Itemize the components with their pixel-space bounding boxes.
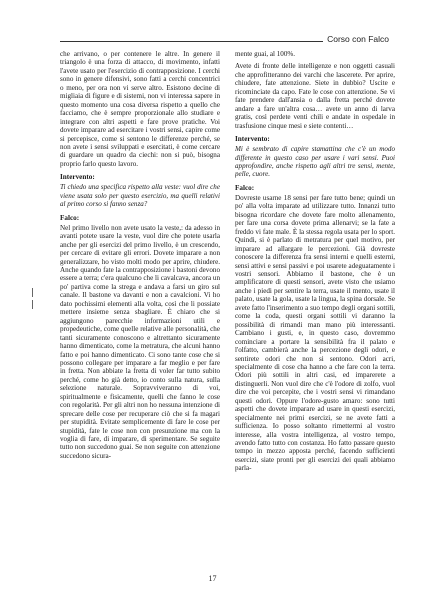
speaker-heading: Intervento: [235,135,270,144]
margin-mark [32,300,36,309]
text-columns [60,50,395,570]
body-paragraph: che arrivano, o per contenere le altre. In genere il triangolo è una forza di attacco, di movimento, infatti l'avete usato per l'esercizio di contrapposizione. I cerchi sono in genere difensivi, sono fatti a cerchi concentrici o meno, per ora non vi serve altro. Esistono decine di migliaia di figure e di sistemi, non vi interessa sapere in questo momento una cosa diversa rispetto a quello che facciamo, che è sempre proporzionale allo studiare e integrare con altri aspetti e fare prove pratiche. Voi dovete imparare ad esercitare i vostri sensi, capire come si percepisce, come si sentono le differenze perché, se non avete i sensi sviluppati e esercitati, è come cercare di guardare un quadro da ciechi: non si può, bisogna proprio farlo questo lavoro. [60,50,220,168]
left-column [60,50,220,570]
running-header [60,28,389,44]
question-paragraph: Ti chiedo una specifica rispetto alla veste: vuol dire che viene usata solo per questo esercizio, ma quelli relativi al primo corso si fanno senza? [60,183,220,209]
margin-mark [32,288,36,297]
right-column [235,50,395,570]
header-rule [60,41,325,42]
body-paragraph: Avete di fronte delle intelligenze e non oggetti casuali che approfitteranno dei varchi che lascerete. Per aprire, chiudere, fate attenzione. Siete in dubbio? Uscite e ricominciate da capo. Fate le cose con attenzione. Se vi fate prendere dall'ansia o dalla fretta perché dovete andare a fare un'altra cosa… avete un anno di larva gratis, così perdete venti chili e andate in ospedale in trasfusione cinque mesi e siete contenti… [235,62,395,130]
question-paragraph: Mi è sembrato di capire stamattina che c'è un modo differente in questo caso per usare i vari sensi. Puoi approfondire, anche rispetto agli altri tre sensi, mente, pelle, cuore. [235,145,395,179]
body-paragraph: Nel primo livello non avete usato la veste,: da adesso in avanti potete usare la veste, vuol dire che potete usarla anche per gli esercizi del primo livello, è un crescendo, per cercare di evitare gli errori. Dovete imparare a non generalizzare, ho visto molti modo per aprire, chiudere. Anche quando fate la contrapposizione i bastoni devono essere a terra; c'era qualcuno che li cavalcava, ancora un po' partiva come la strega e andava a farsi un giro sul canale. Il bastone va davanti e non a cavalcioni. Vi ho dato pochissimi elementi alla volta, così che li possiate mettere insieme senza sbagliare. È chiaro che si aggiungono parecchie informazioni utili e propedeutiche, come quelle relative alle personalità, che tanti sicuramente conoscono e altrettanto sicuramente hanno dimenticato, come la metratura, che alcuni hanno fatto e poi hanno dimenticato. Ci sono tante cose che si possono collegare per imparare a far meglio e per fare in fretta. Non abbiate la fretta di voler far tutto subito perché, come ho già detto, io conto sulla natura, sulla selezione naturale. Sopravviveranno di voi, spiritualmente e fisicamente, quelli che fanno le cose con regolarità. Per gli altri non ho nessuna intenzione di sprecare delle cose per recuperare ciò che si fa magari per stupidità. Evitate semplicemente di fare le cose per stupidità, fate le cose non con presunzione ma con la voglia di fare, di imparare, di sperimentare. Se seguite tutto non succedono guai. Se non seguite con attenzione succedono sicura- [60,223,220,460]
header-title: Corso con Falco [323,34,389,44]
speaker-heading: Falco: [60,213,80,222]
speaker-heading: Intervento: [60,173,95,182]
body-paragraph: mente guai, al 100%. [235,50,296,58]
body-paragraph: Dovreste usarne 18 sensi per fare tutto bene; quindi un po' alla volta imparate ad utilizzare tutto. Innanzi tutto bisogna ricordare che dovete fare molto allenamento, per fare una corsa dovete prima allenarvi; se la fate a freddo vi fate male. È la stessa regola usata per lo sport. Quindi, si è parlato di metratura per quel motivo, per imparare ad allargare le percezioni. Già dovreste conoscere la differenza fra sensi interni e quelli esterni, sensi attivi e sensi passivi e poi usarete adeguatamente i vostri sensori. Abbiamo il bastone, che è un amplificatore di questi sensori, avete visto che usiamo anche i piedi per sentire la terra, usate il mento, usate il palato, usate la gola, usate la lingua, la spina dorsale. Se avete fatto l'inserimento a suo tempo degli organi sottili, come la coda, questi organi sottili vi daranno la possibilità di rimandi man mano più interessanti. Cambiano i gusti, e, in questo caso, dovremmo cominciare a portare la sensibilità fra il palato e l'olfatto, cambierà anche la percezione degli odori, e sentirete odori che non si sentono. Odori acri, specialmente di cose cha hanno a che fare con la terra. Odori più sottili in altri casi, ed imparerete a distinguerli. Non vuol dire che c'è l'odore di zolfo, vuol dire che voi percepite, che i vostri sensi vi rimandano questi odori. Oppure l'odore-gusto amaro: sono tutti aspetti che dovete imparare ad usare in questi esercizi, specialmente nei primi esercizi, se ne avete fatti a sufficienza. Io posso soltanto rimettermi al vostro interesse, alla vostra intelligenza, al vostro tempo, avendo fatto tutto con costanza. Ho fatto passare questo tempo in mezzo apposta perché, facendo sufficienti esercizi, siate pronti per gli esercizi dei quali abbiamo parla- [235,193,395,473]
page-number: 17 [208,574,217,583]
speaker-heading: Falco: [235,183,255,192]
